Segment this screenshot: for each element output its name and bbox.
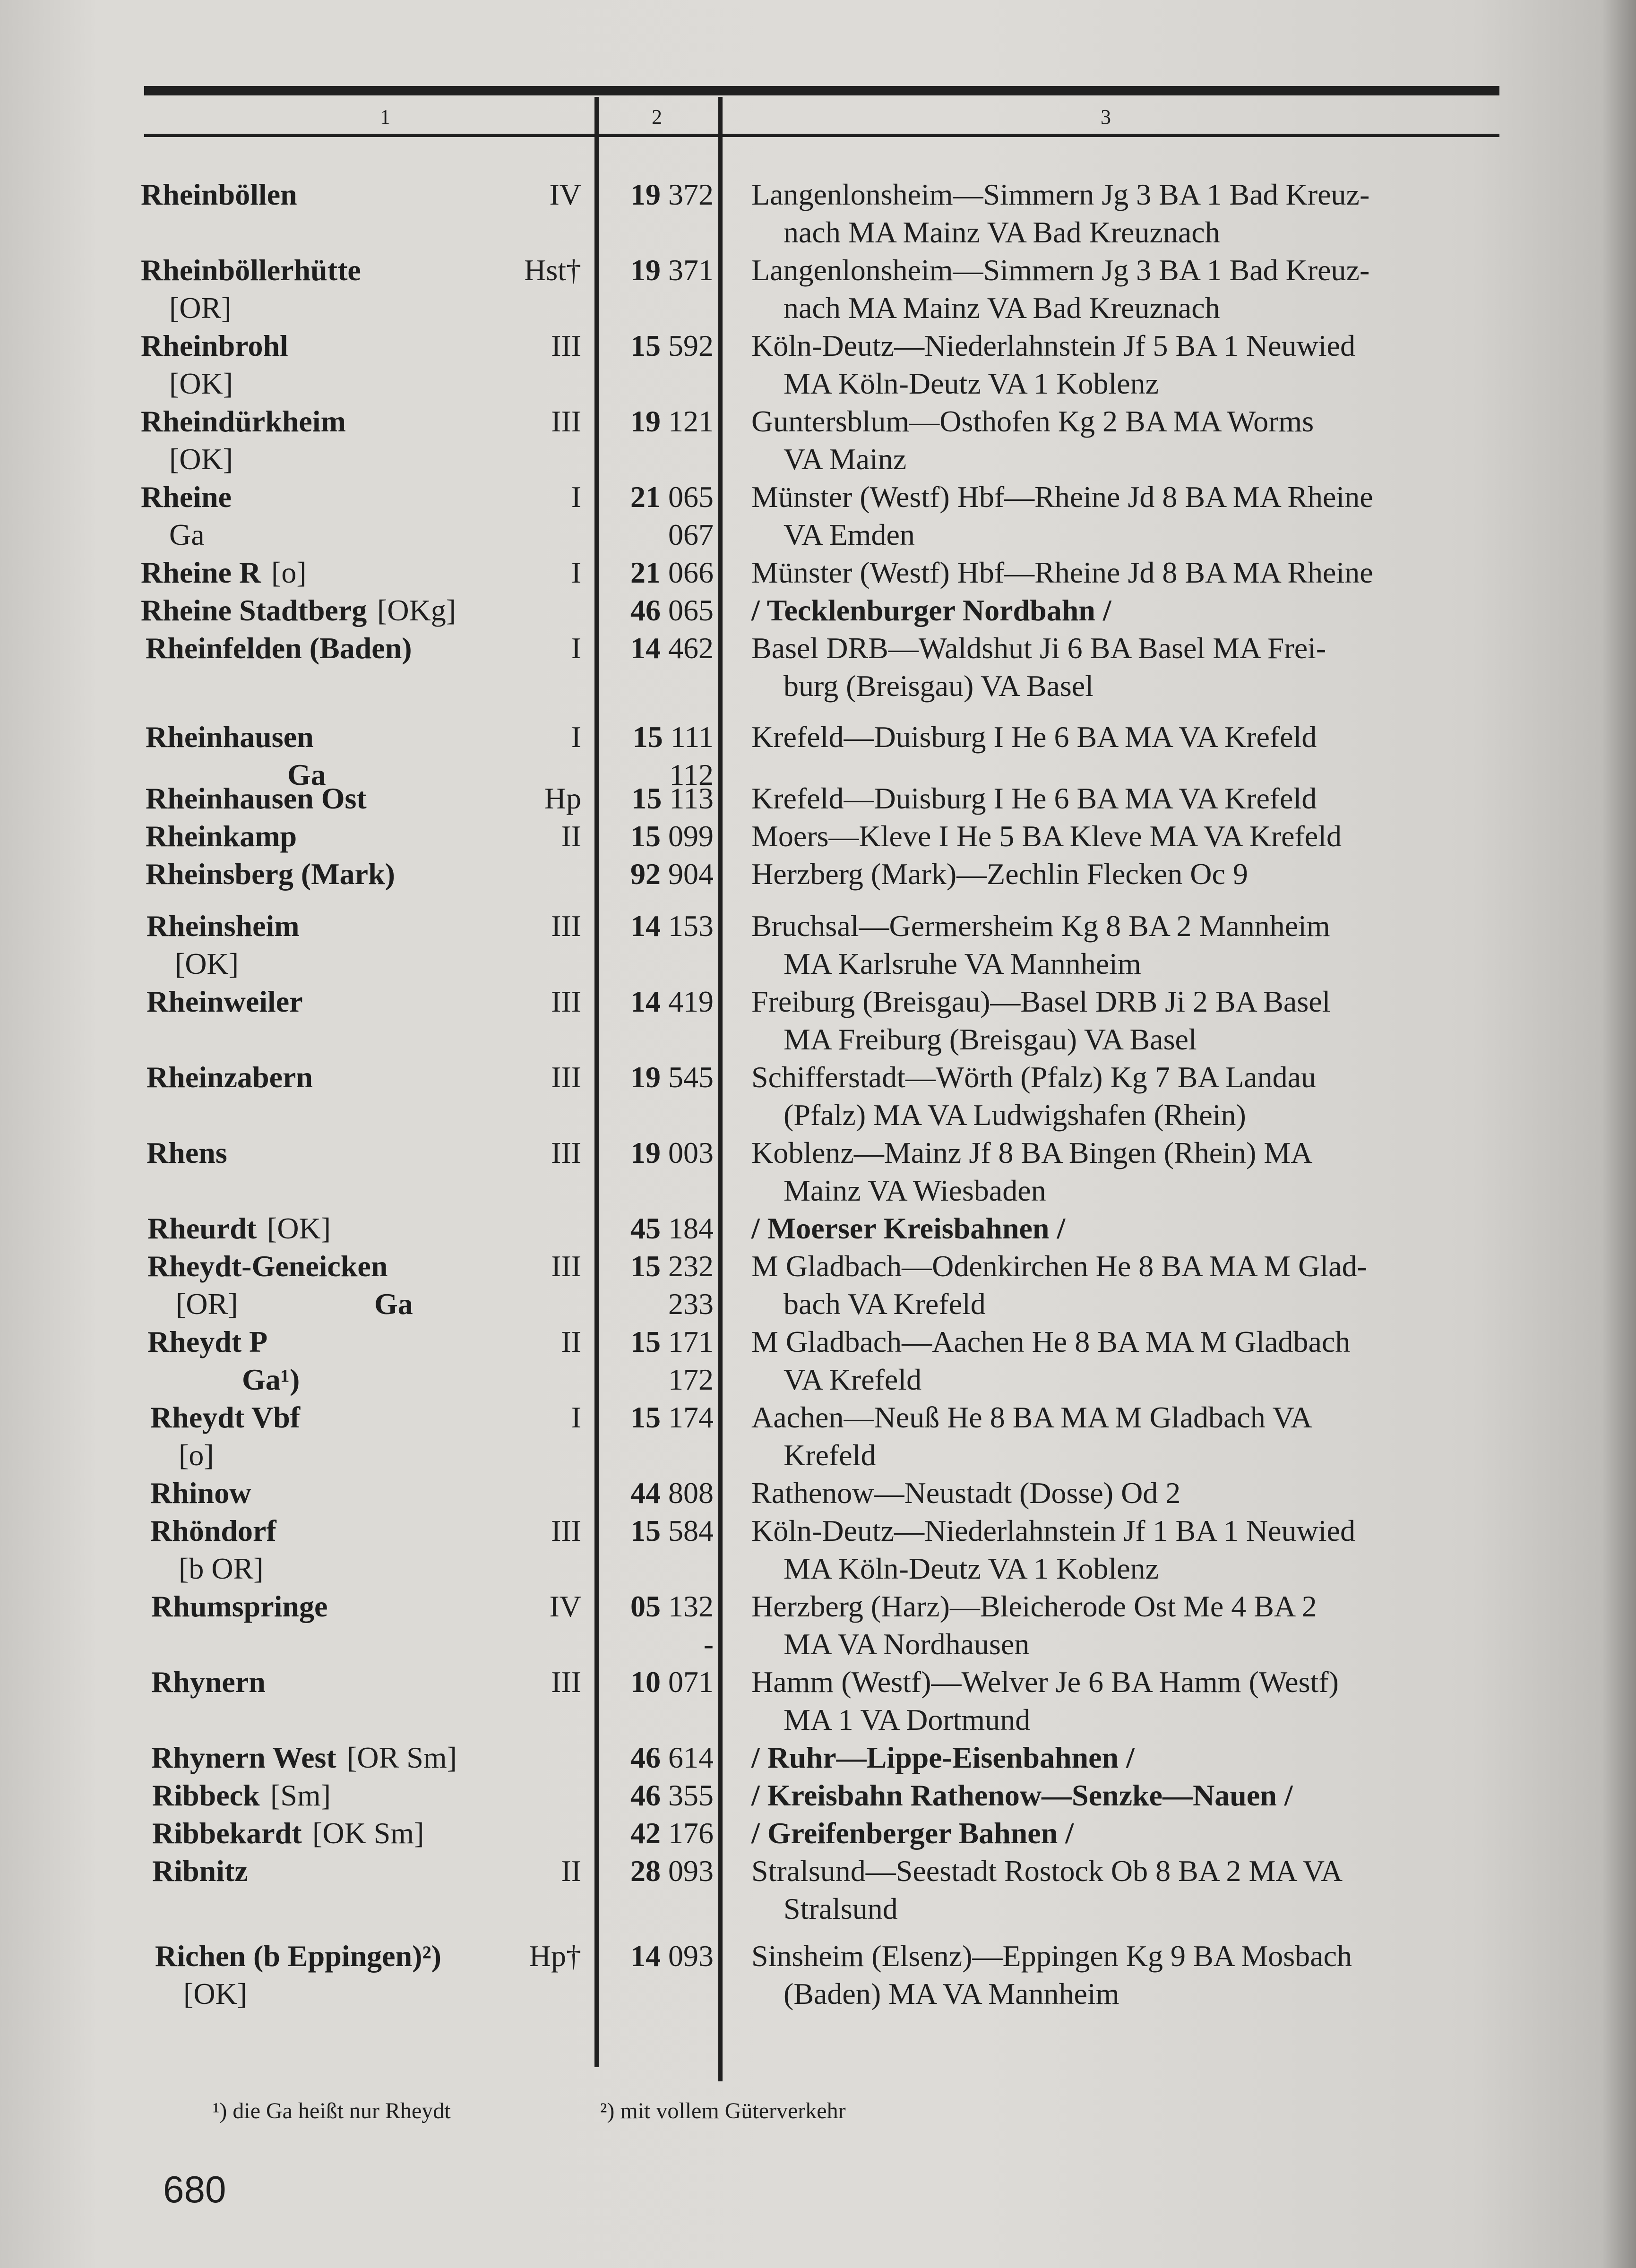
station-class: II (561, 819, 581, 853)
column-header-2: 2 (652, 105, 662, 129)
route-description-continued: bach VA Krefeld (784, 1287, 986, 1321)
station-number: 19 003 (630, 1136, 714, 1169)
route-description-continued: MA Köln-Deutz VA 1 Koblenz (784, 367, 1159, 400)
route-description-continued: VA Krefeld (784, 1363, 922, 1396)
route-description: Münster (Westf) Hbf—Rheine Jd 8 BA MA Rheine (751, 480, 1373, 514)
station-name: Rheine R (141, 556, 261, 589)
station-number: 15 111 (632, 720, 714, 754)
route-description: Aachen—Neuß He 8 BA MA M Gladbach VA (751, 1400, 1312, 1434)
station-note: [OKg] (377, 593, 456, 627)
station-name: Rheinböllerhütte (141, 253, 361, 287)
station-number: 15 174 (630, 1400, 714, 1434)
station-class: III (551, 1665, 581, 1699)
table-row (0, 983, 1559, 1058)
table-row (0, 1058, 1559, 1134)
route-description-continued: (Pfalz) MA VA Ludwigshafen (Rhein) (784, 1098, 1246, 1132)
route-description: Freiburg (Breisgau)—Basel DRB Ji 2 BA Basel (751, 985, 1331, 1018)
route-description-continued: VA Mainz (784, 442, 907, 476)
station-subnote: [OK] (169, 367, 233, 400)
station-number-secondary: 067 (668, 518, 714, 551)
station-name: Richen (b Eppingen)²) (155, 1939, 441, 1973)
goods-station-note: Ga (374, 1287, 413, 1321)
route-description: M Gladbach—Odenkirchen He 8 BA MA M Glad- (751, 1249, 1367, 1283)
station-number: 14 153 (630, 909, 714, 943)
table-row (0, 1852, 1559, 1928)
station-class: I (571, 720, 581, 754)
station-name: Ribnitz (152, 1854, 248, 1888)
station-number: 45 184 (630, 1211, 714, 1245)
route-description-continued: MA 1 VA Dortmund (784, 1703, 1031, 1736)
station-number: 15 232 (630, 1249, 714, 1283)
station-subnote: [o] (179, 1438, 214, 1472)
station-number: 19 545 (630, 1060, 714, 1094)
route-description: Köln-Deutz—Niederlahnstein Jf 1 BA 1 Neuwied (751, 1514, 1355, 1547)
station-name: Rheindürkheim (141, 404, 346, 438)
table-row (0, 1512, 1559, 1588)
route-description: Sinsheim (Elsenz)—Eppingen Kg 9 BA Mosbach (751, 1939, 1352, 1973)
route-description: / Greifenberger Bahnen / (751, 1816, 1074, 1850)
route-description: / Ruhr—Lippe-Eisenbahnen / (751, 1741, 1135, 1774)
station-number: 46 065 (630, 593, 714, 627)
station-class: II (561, 1325, 581, 1358)
station-number: 21 065 (630, 480, 714, 514)
station-name: Ribbekardt (152, 1816, 302, 1850)
station-number: 15 099 (630, 819, 714, 853)
station-number: 14 462 (630, 631, 714, 665)
route-description-continued: VA Emden (784, 518, 915, 551)
station-class: I (571, 631, 581, 665)
route-description-continued: (Baden) MA VA Mannheim (784, 1977, 1119, 2010)
station-class: Hp† (529, 1939, 581, 1973)
route-description: / Kreisbahn Rathenow—Senzke—Nauen / (751, 1778, 1293, 1812)
route-description: Guntersblum—Osthofen Kg 2 BA MA Worms (751, 404, 1314, 438)
route-description: Moers—Kleve I He 5 BA Kleve MA VA Krefeld (751, 819, 1342, 853)
station-subnote: [OK] (183, 1977, 248, 2010)
route-description: Schifferstadt—Wörth (Pfalz) Kg 7 BA Landau (751, 1060, 1316, 1094)
station-subnote: [OR] (176, 1287, 238, 1321)
footnote-2: ²) mit vollem Güterverkehr (600, 2098, 846, 2123)
station-class: III (551, 1060, 581, 1094)
station-name: Rhinow (150, 1476, 251, 1510)
station-number: 15 592 (630, 329, 714, 362)
station-name: Rheinzabern (146, 1060, 313, 1094)
column-header-3: 3 (1101, 105, 1111, 129)
station-name: Rheydt-Geneicken (147, 1249, 388, 1283)
table-row (0, 907, 1559, 983)
station-class: III (551, 1136, 581, 1169)
station-name: Rheine (141, 480, 232, 514)
station-class: II (561, 1854, 581, 1888)
station-subnote: [OR] (169, 291, 232, 325)
route-description-continued: burg (Breisgau) VA Basel (784, 669, 1094, 703)
station-number: 14 419 (630, 985, 714, 1018)
station-number: 46 355 (630, 1778, 714, 1812)
station-number-secondary: - (703, 1627, 714, 1661)
station-name: Rheurdt (147, 1211, 257, 1245)
station-class: IV (549, 178, 581, 211)
station-number: 44 808 (630, 1476, 714, 1510)
station-name: Rheinböllen (141, 178, 297, 211)
station-class: I (571, 556, 581, 589)
station-number: 15 584 (630, 1514, 714, 1547)
route-description-continued: nach MA Mainz VA Bad Kreuznach (784, 215, 1220, 249)
station-class: I (571, 1400, 581, 1434)
station-class: I (571, 480, 581, 514)
station-name: Rheydt Vbf (150, 1400, 301, 1434)
route-description: Rathenow—Neustadt (Dosse) Od 2 (751, 1476, 1181, 1510)
station-class: III (551, 1249, 581, 1283)
station-class: III (551, 1514, 581, 1547)
station-number: 92 904 (630, 857, 714, 891)
route-description: Münster (Westf) Hbf—Rheine Jd 8 BA MA Rheine (751, 556, 1373, 589)
page-number: 680 (163, 2168, 226, 2210)
station-number: 14 093 (630, 1939, 714, 1973)
route-description: Langenlonsheim—Simmern Jg 3 BA 1 Bad Kreuz- (751, 253, 1370, 287)
station-subnote: Ga¹) (242, 1363, 300, 1396)
station-name: Rheinkamp (146, 819, 297, 853)
table-row (0, 1399, 1559, 1474)
top-rule (144, 86, 1499, 95)
station-class: III (551, 909, 581, 943)
table-row (0, 251, 1559, 327)
station-subnote: Ga (287, 758, 326, 791)
route-description: Koblenz—Mainz Jf 8 BA Bingen (Rhein) MA (751, 1136, 1313, 1169)
station-name: Rheinsheim (146, 909, 300, 943)
route-description: / Moerser Kreisbahnen / (751, 1211, 1066, 1245)
table-row (0, 1247, 1559, 1323)
route-description: Stralsund—Seestadt Rostock Ob 8 BA 2 MA VA (751, 1854, 1343, 1888)
table-row (0, 176, 1559, 251)
station-number-secondary: 172 (668, 1363, 714, 1396)
station-number: 19 371 (630, 253, 714, 287)
route-description: Krefeld—Duisburg I He 6 BA MA VA Krefeld (751, 720, 1317, 754)
station-number: 15 113 (631, 782, 714, 815)
station-number: 05 132 (630, 1589, 714, 1623)
route-description: Langenlonsheim—Simmern Jg 3 BA 1 Bad Kreuz- (751, 178, 1370, 211)
route-description: Bruchsal—Germersheim Kg 8 BA 2 Mannheim (751, 909, 1330, 943)
station-name: Rheinhausen Ost (146, 782, 367, 815)
table-row (0, 1663, 1559, 1739)
route-description: Herzberg (Harz)—Bleicherode Ost Me 4 BA 2 (751, 1589, 1317, 1623)
station-note: [OK Sm] (312, 1816, 424, 1850)
route-description: Basel DRB—Waldshut Ji 6 BA Basel MA Frei- (751, 631, 1326, 665)
route-description-continued: MA Köln-Deutz VA 1 Koblenz (784, 1552, 1159, 1585)
station-name: Rheydt P (147, 1325, 268, 1358)
station-subnote: [OK] (175, 947, 239, 980)
table-row (0, 1134, 1559, 1210)
route-description: Köln-Deutz—Niederlahnstein Jf 5 BA 1 Neuwied (751, 329, 1355, 362)
station-number: 15 171 (630, 1325, 714, 1358)
route-description: Herzberg (Mark)—Zechlin Flecken Oc 9 (751, 857, 1248, 891)
station-note: [OK] (267, 1211, 331, 1245)
station-name: Rheinhausen (146, 720, 314, 754)
route-description: M Gladbach—Aachen He 8 BA MA M Gladbach (751, 1325, 1351, 1358)
station-number: 42 176 (630, 1816, 714, 1850)
route-description-continued: nach MA Mainz VA Bad Kreuznach (784, 291, 1220, 325)
station-subnote: [OK] (169, 442, 233, 476)
station-number: 46 614 (630, 1741, 714, 1774)
station-number-secondary: 112 (669, 758, 714, 791)
route-description-continued: MA VA Nordhausen (784, 1627, 1030, 1661)
station-class: III (551, 985, 581, 1018)
station-class: III (551, 329, 581, 362)
table-row (0, 403, 1559, 478)
route-description: Krefeld—Duisburg I He 6 BA MA VA Krefeld (751, 782, 1317, 815)
station-name: Rhynern West (151, 1741, 336, 1774)
station-name: Rhumspringe (151, 1589, 328, 1623)
station-name: Rhens (146, 1136, 227, 1169)
station-name: Rheinweiler (146, 985, 303, 1018)
footnote-1: ¹) die Ga heißt nur Rheydt (213, 2098, 451, 2123)
station-name: Rheine Stadtberg (141, 593, 367, 627)
station-name: Rheinbrohl (141, 329, 288, 362)
table-row (0, 629, 1559, 705)
header-rule (144, 134, 1499, 137)
station-name: Rheinfelden (Baden) (146, 631, 412, 665)
station-subnote: [b OR] (179, 1552, 264, 1585)
table-row (0, 1937, 1559, 2013)
column-header-1: 1 (380, 105, 390, 129)
table-row (0, 1588, 1559, 1663)
route-description: Hamm (Westf)—Welver Je 6 BA Hamm (Westf) (751, 1665, 1339, 1699)
route-description-continued: Krefeld (784, 1438, 876, 1472)
station-name: Rheinsberg (Mark) (146, 857, 395, 891)
table-row (0, 478, 1559, 554)
table-row (0, 1323, 1559, 1399)
station-name: Rhöndorf (150, 1514, 276, 1547)
station-subnote: Ga (169, 518, 205, 551)
station-class: IV (549, 1589, 581, 1623)
station-class: Hst† (524, 253, 581, 287)
station-name: Rhynern (151, 1665, 266, 1699)
page-edge-shadow (1603, 0, 1636, 2268)
route-description-continued: MA Karlsruhe VA Mannheim (784, 947, 1141, 980)
station-number: 19 121 (630, 404, 714, 438)
station-number: 19 372 (630, 178, 714, 211)
station-number: 10 071 (630, 1665, 714, 1699)
station-number: 21 066 (630, 556, 714, 589)
station-number: 28 093 (630, 1854, 714, 1888)
route-description: / Tecklenburger Nordbahn / (751, 593, 1111, 627)
station-note: [o] (271, 556, 307, 589)
station-note: [OR Sm] (347, 1741, 457, 1774)
station-name: Ribbeck (152, 1778, 260, 1812)
station-number-secondary: 233 (668, 1287, 714, 1321)
route-description-continued: Stralsund (784, 1892, 898, 1925)
route-description-continued: Mainz VA Wiesbaden (784, 1174, 1046, 1207)
table-row (0, 327, 1559, 403)
station-class: III (551, 404, 581, 438)
route-description-continued: MA Freiburg (Breisgau) VA Basel (784, 1022, 1197, 1056)
station-note: [Sm] (270, 1778, 331, 1812)
station-class: Hp (544, 782, 581, 815)
